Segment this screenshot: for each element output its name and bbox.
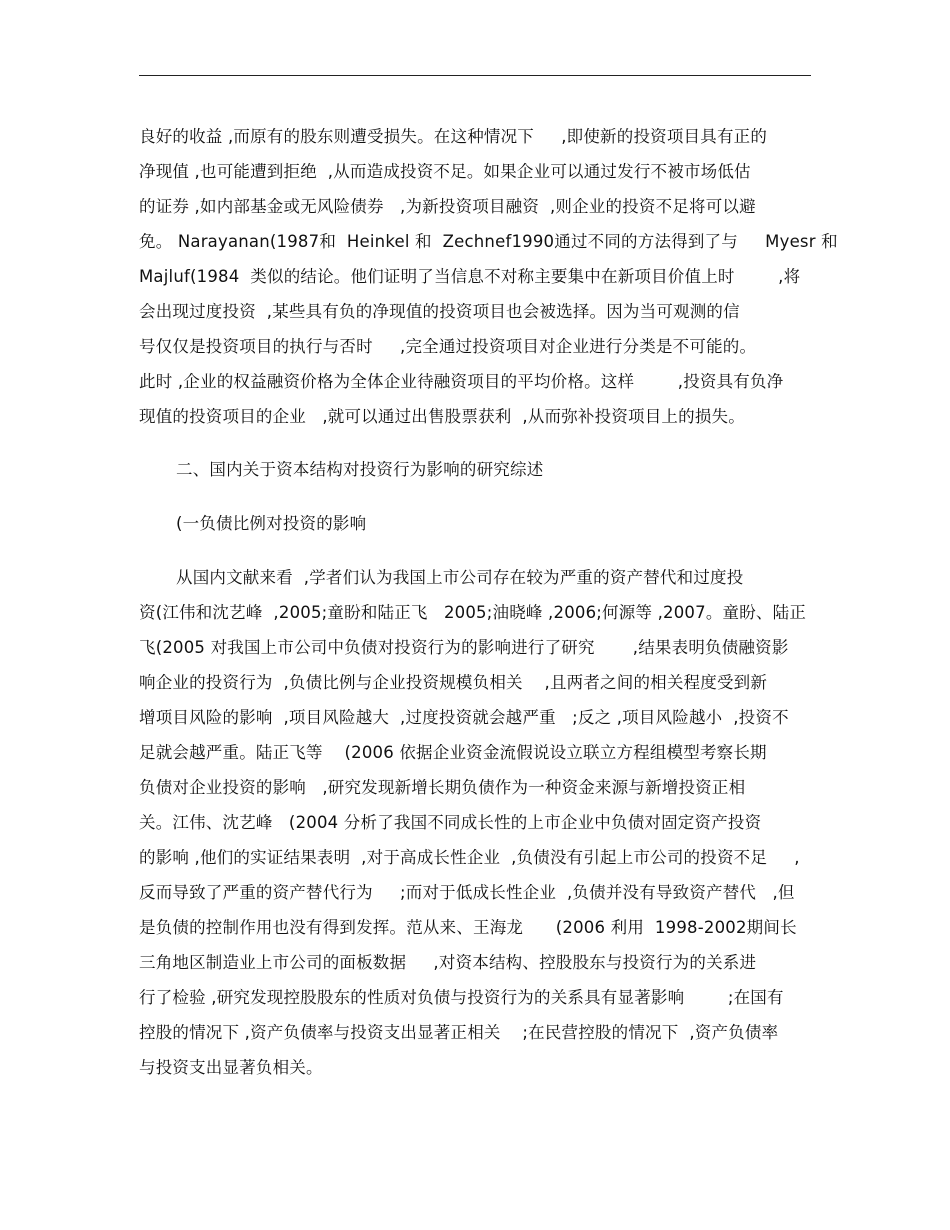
text-line: 免。 Narayanan(1987和 Heinkel 和 Zechnef1990通过不同的方法得到了与 Myesr 和 (139, 232, 838, 251)
text-line: 控股的情况下 ,资产负债率与投资支出显著正相关 ;在民营控股的情况下 ,资产负债率 (139, 1023, 779, 1042)
text-line: 净现值 ,也可能遭到拒绝 ,从而造成投资不足。如果企业可以通过发行不被市场低估 (139, 162, 751, 181)
text-line: 资(江伟和沈艺峰 ,2005;童盼和陆正飞 2005;油晓峰 ,2006;何源等 ,2007。童盼、陆正 (139, 603, 807, 622)
text-line: Majluf(1984 类似的结论。他们证明了当信息不对称主要集中在新项目价值上时 ,将 (139, 267, 801, 286)
section-heading: 二、国内关于资本结构对投资行为影响的研究综述 (176, 460, 544, 479)
text-line: 足就会越严重。陆正飞等 (2006 依据企业资金流假说设立联立方程组模型考察长期 (139, 743, 767, 762)
text-line: 会出现过度投资 ,某些具有负的净现值的投资项目也会被选择。因为当可观测的信 (139, 302, 740, 321)
text-line: 三角地区制造业上市公司的面板数据 ,对资本结构、控股股东与投资行为的关系进 (139, 953, 757, 972)
subsection-heading: (一负债比例对投资的影响 (176, 514, 367, 533)
text-line: 增项目风险的影响 ,项目风险越大 ,过度投资就会越严重 ;反之 ,项目风险越小 ,投资不 (139, 708, 789, 727)
text-line: 从国内文献来看 ,学者们认为我国上市公司存在较为严重的资产替代和过度投 (176, 568, 744, 587)
text-line: 飞(2005 对我国上市公司中负债对投资行为的影响进行了研究 ,结果表明负债融资影 (139, 638, 789, 657)
text-line: 良好的收益 ,而原有的股东则遭受损失。在这种情况下 ,即使新的投资项目具有正的 (139, 127, 768, 146)
text-line: 号仅仅是投资项目的执行与否时 ,完全通过投资项目对企业进行分类是不可能的。 (139, 337, 757, 356)
text-line: 响企业的投资行为 ,负债比例与企业投资规模负相关 ,且两者之间的相关程度受到新 (139, 673, 768, 692)
text-line: 现值的投资项目的企业 ,就可以通过出售股票获利 ,从而弥补投资项目上的损失。 (139, 407, 745, 426)
text-line: 是负债的控制作用也没有得到发挥。范从来、王海龙 (2006 利用 1998-2002期间长 (139, 918, 797, 937)
header-rule (139, 75, 811, 76)
text-line: 的证券 ,如内部基金或无风险债券 ,为新投资项目融资 ,则企业的投资不足将可以避 (139, 197, 756, 216)
text-line: 关。江伟、沈艺峰 (2004 分析了我国不同成长性的上市企业中负债对固定资产投资 (139, 813, 762, 832)
text-line: 行了检验 ,研究发现控股股东的性质对负债与投资行为的关系具有显著影响 ;在国有 (139, 988, 784, 1007)
text-line: 反而导致了严重的资产替代行为 ;而对于低成长性企业 ,负债并没有导致资产替代 ,但 (139, 883, 795, 902)
text-line: 的影响 ,他们的实证结果表明 ,对于高成长性企业 ,负债没有引起上市公司的投资不足 , (139, 848, 800, 867)
text-line: 此时 ,企业的权益融资价格为全体企业待融资项目的平均价格。这样 ,投资具有负净 (139, 372, 784, 391)
text-line: 负债对企业投资的影响 ,研究发现新增长期负债作为一种资金来源与新增投资正相 (139, 778, 746, 797)
text-line: 与投资支出显著负相关。 (139, 1058, 323, 1077)
